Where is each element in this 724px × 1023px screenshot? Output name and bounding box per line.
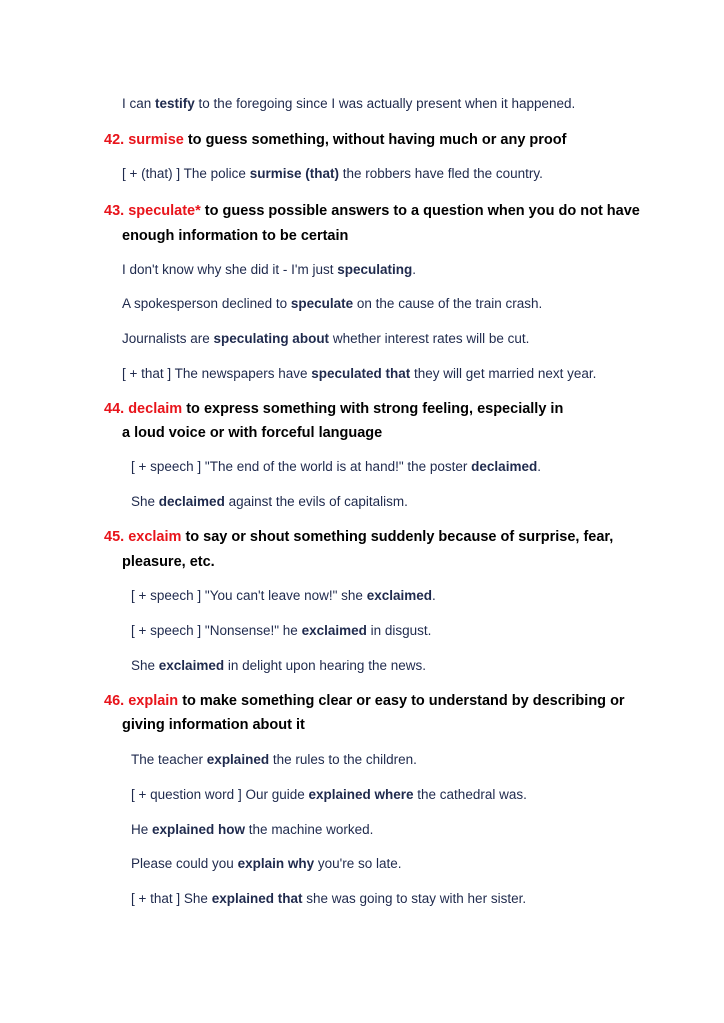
headword: declaim [128,401,183,417]
example-line: She declaimed against the evils of capitalism. [131,494,408,509]
example-line: I don't know why she did it - I'm just speculating. [122,262,417,277]
headword: surmise [128,132,184,148]
example-line: Journalists are speculating about whether interest rates will be cut. [122,331,530,346]
entry-heading: 44. declaim to express something with strong feeling, especially in [104,401,564,417]
headword: speculate* [128,203,201,219]
example-line: [ + that ] The newspapers have speculated that they will get married next year. [122,366,597,381]
definition-continuation: enough information to be certain [122,228,349,244]
definition-continuation: a loud voice or with forceful language [122,425,383,441]
example-line: Please could you explain why you're so late. [131,856,402,871]
example-line: She exclaimed in delight upon hearing the news. [131,658,426,673]
definition-continuation: pleasure, etc. [122,554,215,570]
entry-heading: 42. surmise to guess something, without having much or any proof [104,132,567,148]
headword: exclaim [128,529,182,545]
entry-heading: 45. exclaim to say or shout something suddenly because of surprise, fear, [104,529,614,545]
definition-continuation: giving information about it [122,717,305,733]
example-line: [ + that ] She explained that she was going to stay with her sister. [131,891,527,906]
example-line: [ + (that) ] The police surmise (that) the robbers have fled the country. [122,166,543,181]
headword: explain [128,693,179,709]
example-line: [ + speech ] "The end of the world is at hand!" the poster declaimed. [131,459,541,474]
example-line: A spokesperson declined to speculate on the cause of the train crash. [122,296,543,311]
intro-line: I can testify to the foregoing since I was actually present when it happened. [122,96,576,111]
example-line: He explained how the machine worked. [131,822,374,837]
example-line: The teacher explained the rules to the children. [131,752,417,767]
entry-heading: 43. speculate* to guess possible answers to a question when you do not have [104,203,640,219]
example-line: [ + speech ] "You can't leave now!" she exclaimed. [131,588,436,603]
entry-heading: 46. explain to make something clear or easy to understand by describing or [104,693,625,709]
example-line: [ + speech ] "Nonsense!" he exclaimed in disgust. [131,623,432,638]
example-line: [ + question word ] Our guide explained where the cathedral was. [131,787,527,802]
